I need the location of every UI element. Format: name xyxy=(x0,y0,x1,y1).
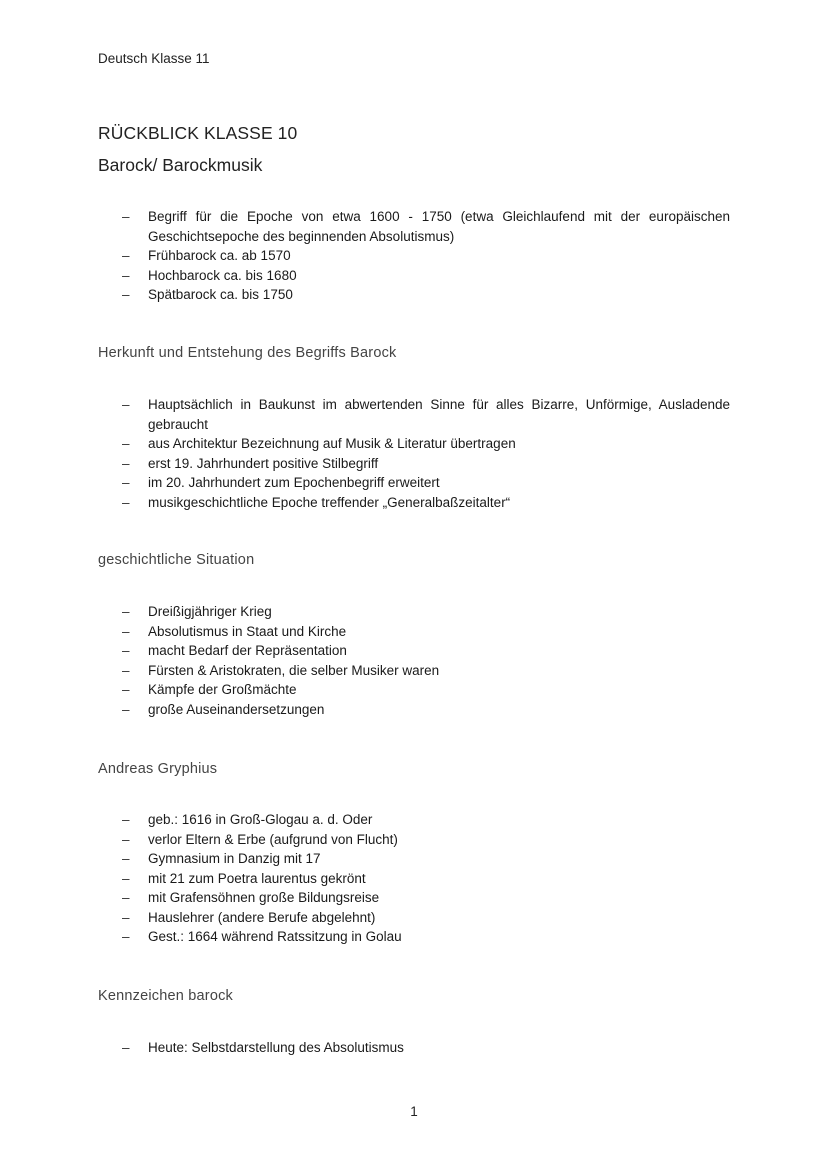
dash-bullet-icon: – xyxy=(122,248,130,263)
list-item: – macht Bedarf der Repräsentation xyxy=(98,641,730,661)
dash-bullet-icon: – xyxy=(122,682,130,697)
list-item: – geb.: 1616 in Groß-Glogau a. d. Oder xyxy=(98,810,730,830)
dash-bullet-icon: – xyxy=(122,701,130,717)
list-item: – Hauslehrer (andere Berufe abgelehnt) xyxy=(98,908,730,928)
list-item: – mit 21 zum Poetra laurentus gekrönt xyxy=(98,869,730,889)
list-item: – Hochbarock ca. bis 1680 xyxy=(98,266,730,286)
dash-bullet-icon: – xyxy=(122,870,130,886)
dash-bullet-icon: – xyxy=(122,851,130,866)
gryphius-list xyxy=(98,810,730,947)
page-number: 1 xyxy=(410,1104,418,1119)
dash-bullet-icon: – xyxy=(122,209,130,224)
herkunft-list xyxy=(98,395,730,512)
list-item: – Hauptsächlich in Baukunst im abwertenden Sinne für alles Bizarre, Unförmige, Ausladende gebraucht xyxy=(122,397,730,432)
dash-bullet-icon: – xyxy=(122,1040,130,1055)
kennzeichen-list xyxy=(98,1038,730,1058)
page-header: Deutsch Klasse 11 xyxy=(98,51,210,66)
list-item: – Absolutismus in Staat und Kirche xyxy=(98,622,730,642)
dash-bullet-icon: – xyxy=(122,643,130,658)
list-item: – Heute: Selbstdarstellung des Absolutismus xyxy=(98,1038,730,1058)
section-heading-herkunft: Herkunft und Entstehung des Begriffs Barock xyxy=(98,345,397,361)
list-item: – Begriff für die Epoche von etwa 1600 - 1750 (etwa Gleichlaufend mit der europäischen Geschichtsepoche des beginnenden Absolutismus) xyxy=(122,209,730,244)
list-item: – Gymnasium in Danzig mit 17 xyxy=(98,849,730,869)
section-heading-kennzeichen-barock: Kennzeichen barock xyxy=(98,988,233,1004)
list-item: – musikgeschichtliche Epoche treffender „Generalbaßzeitalter“ xyxy=(98,493,730,513)
dash-bullet-icon: – xyxy=(122,267,130,283)
list-item: – Gest.: 1664 während Ratssitzung in Golau xyxy=(98,927,730,947)
dash-bullet-icon: – xyxy=(122,623,130,639)
dash-bullet-icon: – xyxy=(122,287,130,302)
list-item: – mit Grafensöhnen große Bildungsreise xyxy=(98,888,730,908)
dash-bullet-icon: – xyxy=(122,929,130,944)
list-item: – Kämpfe der Großmächte xyxy=(98,680,730,700)
dash-bullet-icon: – xyxy=(122,890,130,905)
dash-bullet-icon: – xyxy=(122,455,130,471)
list-item: – Spätbarock ca. bis 1750 xyxy=(98,285,730,305)
list-item: – Dreißigjähriger Krieg xyxy=(98,602,730,622)
dash-bullet-icon: – xyxy=(122,436,130,451)
dash-bullet-icon: – xyxy=(122,831,130,847)
list-item: – erst 19. Jahrhundert positive Stilbegriff xyxy=(98,454,730,474)
dash-bullet-icon: – xyxy=(122,812,130,827)
list-item: – aus Architektur Bezeichnung auf Musik & Literatur übertragen xyxy=(98,434,730,454)
list-item: – Fürsten & Aristokraten, die selber Musiker waren xyxy=(98,661,730,681)
dash-bullet-icon: – xyxy=(122,397,130,412)
document-title: RÜCKBLICK KLASSE 10 xyxy=(98,123,298,143)
list-item: – verlor Eltern & Erbe (aufgrund von Flucht) xyxy=(98,830,730,850)
situation-list xyxy=(98,602,730,719)
dash-bullet-icon: – xyxy=(122,604,130,619)
dash-bullet-icon: – xyxy=(122,909,130,925)
dash-bullet-icon: – xyxy=(122,475,130,490)
dash-bullet-icon: – xyxy=(122,494,130,510)
intro-list xyxy=(98,207,730,305)
dash-bullet-icon: – xyxy=(122,662,130,678)
list-item: – große Auseinandersetzungen xyxy=(98,700,730,720)
section-heading-andreas-gryphius: Andreas Gryphius xyxy=(98,761,218,777)
list-item: – Frühbarock ca. ab 1570 xyxy=(98,246,730,266)
list-item: – im 20. Jahrhundert zum Epochenbegriff erweitert xyxy=(98,473,730,493)
document-subtitle: Barock/ Barockmusik xyxy=(98,155,263,175)
section-heading-geschichtliche-situation: geschichtliche Situation xyxy=(98,552,255,568)
